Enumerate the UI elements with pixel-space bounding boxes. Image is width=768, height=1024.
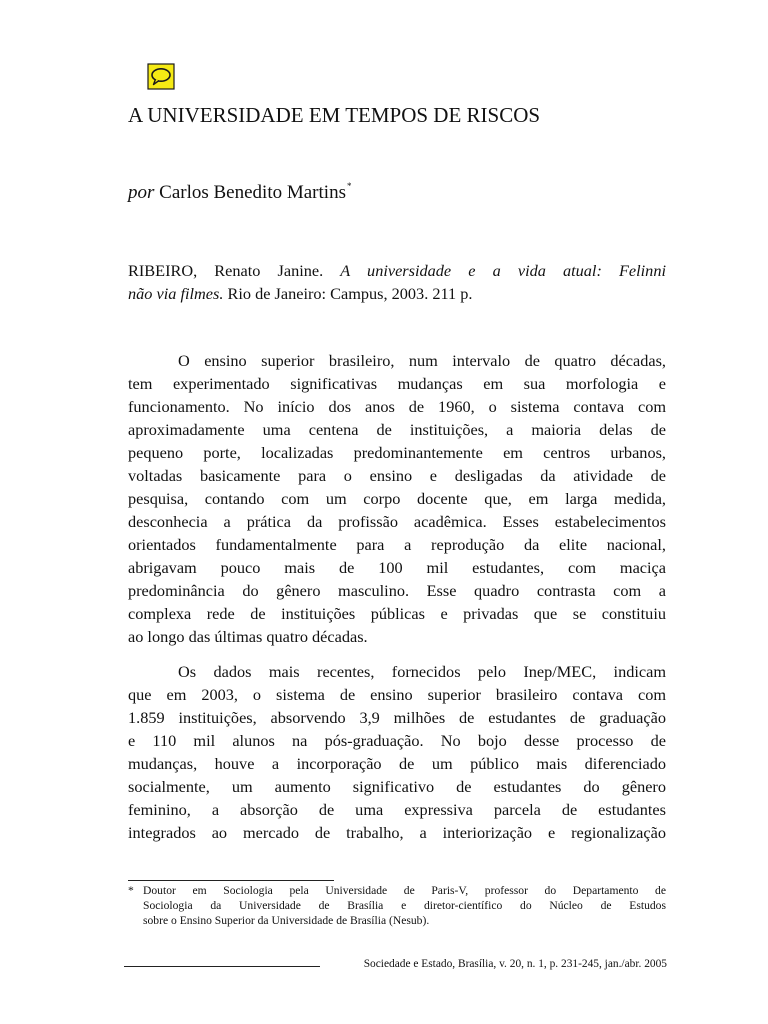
author-name: Carlos Benedito Martins [159,182,346,203]
byline [128,181,351,204]
text-line: e 110 mil alunos na pós-graduação. No bojo desse processo de [128,731,666,750]
text-line: socialmente, um aumento significativo de estudantes do gênero [128,777,666,796]
text-line: Os dados mais recentes, fornecidos pelo Inep/MEC, indicam [178,662,666,681]
footnote-line: sobre o Ensino Superior da Universidade de Brasília (Nesub). [143,914,430,927]
text-line: feminino, a absorção de uma expressiva parcela de estudantes [128,800,666,819]
text-line: O ensino superior brasileiro, num intervalo de quatro décadas, [178,351,666,370]
byline-prefix: por [128,182,155,203]
footnote-line: Sociologia da Universidade de Brasília e diretor-científico do Núcleo de Estudos [143,899,666,912]
article-title: A UNIVERSIDADE EM TEMPOS DE RISCOS [128,103,541,127]
text-line: aproximadamente uma centena de instituições, a maioria delas de [128,420,666,439]
running-foot-rule [124,966,320,967]
text-line: pequeno porte, localizadas predominantemente em centros urbanos, [128,443,666,462]
footnote [128,883,666,928]
text-line: mudanças, houve a incorporação de um público mais diferenciado [128,754,666,773]
footnote-divider [128,880,334,881]
citation-author: RIBEIRO, Renato Janine. [128,261,341,280]
footnote-mark: * [128,884,134,897]
text-line: 1.859 instituições, absorvendo 3,9 milhões de estudantes de graduação [128,708,666,727]
footnote-line: Doutor em Sociologia pela Universidade de Paris-V, professor do Departamento de [143,884,666,897]
text-line: tem experimentado significativas mudanças em sua morfologia e [128,374,666,393]
text-line: desconhecia a prática da profissão acadêmica. Esses estabelecimentos [128,512,666,531]
citation-title-cont: não via filmes. [128,284,224,303]
text-line: funcionamento. No início dos anos de 1960, o sistema contava com [128,397,666,416]
text-line: abrigavam pouco mais de 100 mil estudantes, com maciça [128,558,666,577]
citation-line-1 [128,259,666,282]
citation-line-2 [128,282,666,305]
author-footnote-mark[interactable]: * [346,181,352,191]
paragraph-2 [128,660,666,844]
text-line: que em 2003, o sistema de ensino superior brasileiro contava com [128,685,666,704]
text-line: ao longo das últimas quatro décadas. [128,627,368,646]
text-line: integrados ao mercado de trabalho, a interiorização e regionalização [128,823,666,842]
citation-publisher: Rio de Janeiro: Campus, 2003. 211 p. [223,284,473,303]
book-citation [128,259,666,305]
body-text [128,349,666,856]
citation-title: A universidade e a vida atual: Felinni [340,261,666,280]
text-line: predominância do gênero masculino. Esse quadro contrasta com a [128,581,666,600]
text-line: orientados fundamentalmente para a reprodução da elite nacional, [128,535,666,554]
text-line: voltadas basicamente para o ensino e desligadas da atividade de [128,466,666,485]
text-line: pesquisa, contando com um corpo docente que, em larga medida, [128,489,666,508]
paragraph-1 [128,349,666,648]
footnote-text [143,883,666,928]
running-foot: Sociedade e Estado, Brasília, v. 20, n. 1, p. 231-245, jan./abr. 2005 [363,958,667,970]
speech-bubble-icon[interactable] [147,63,175,90]
text-line: complexa rede de instituições públicas e privadas que se constituiu [128,604,666,623]
